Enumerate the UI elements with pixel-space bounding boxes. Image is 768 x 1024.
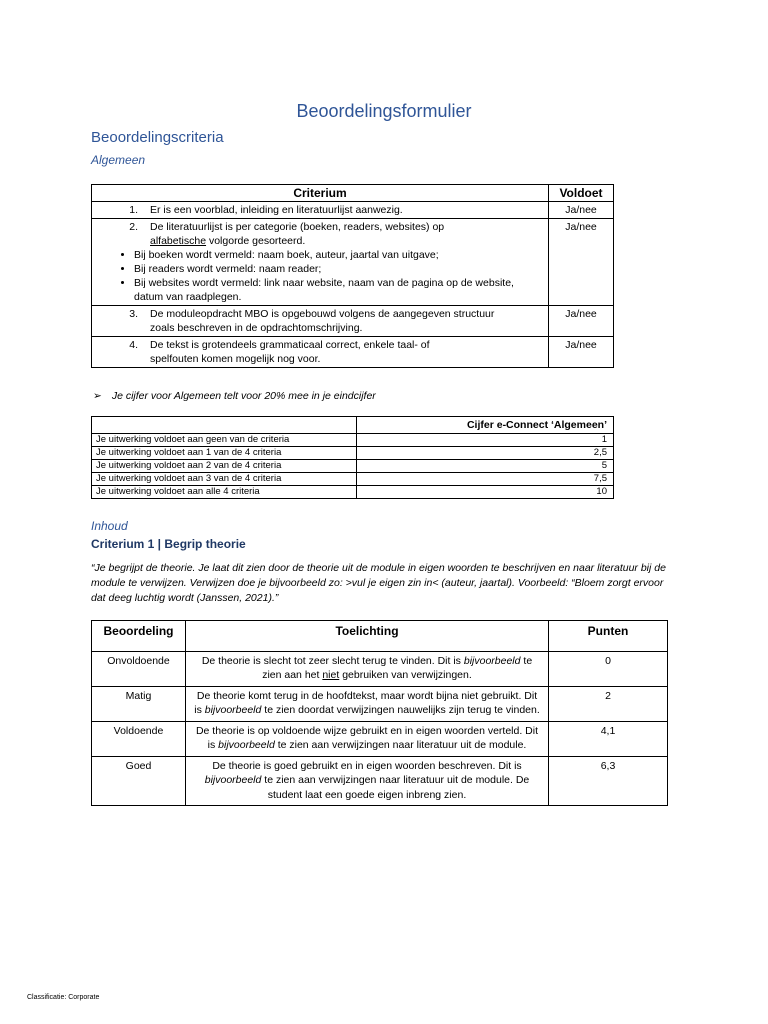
table-row — [92, 306, 614, 337]
criterion-answer: Ja/nee — [549, 202, 614, 219]
row-number: 4. — [92, 337, 147, 368]
criterion-bullets — [116, 248, 544, 304]
rubric-points: 2 — [549, 686, 668, 721]
table-row — [92, 651, 668, 686]
section-general-heading: Algemeen — [91, 153, 146, 167]
criterion-line: De tekst is grotendeels grammaticaal correct, enkele taal- of — [150, 339, 430, 351]
rubric-points: 4,1 — [549, 721, 668, 756]
criterion-line: De moduleopdracht MBO is opgebouwd volgens de aangegeven structuur — [150, 308, 495, 320]
italic-text: bijvoorbeeld — [218, 739, 275, 751]
rubric-explanation — [186, 686, 549, 721]
rubric-explanation — [186, 651, 549, 686]
rubric-header-explanation: Toelichting — [186, 621, 549, 652]
criterion-text — [146, 337, 549, 368]
criterion-text — [134, 219, 549, 306]
row-number: 1. — [92, 202, 147, 219]
rubric-points: 6,3 — [549, 756, 668, 806]
text: te zien doordat verwijzingen nauwelijks zijn terug te vinden. — [261, 704, 540, 716]
rubric-points: 0 — [549, 651, 668, 686]
score-label: Je uitwerking voldoet aan 3 van de 4 criteria — [92, 473, 357, 486]
italic-text: bijvoorbeeld — [463, 654, 521, 667]
rubric-grade: Goed — [92, 756, 186, 806]
rubric-header-grade: Beoordeling — [92, 621, 186, 652]
criterion-quote: “Je begrijpt de theorie. Je laat dit zien door de theorie uit de module in eigen woorden te beschrijven en naar literatuur bij de module te verwijzen. Verwijzen doe je bijvoorbeeld zo: >vul je eigen zin in< (auteur, jaartal). Voorbeeld: “Bloem zorgt ervoor dat deeg luchtig wordt (Janssen, 2021).” — [91, 562, 666, 604]
text: te zien aan het — [262, 654, 533, 681]
criteria-header: Criterium — [92, 185, 549, 202]
score-value: 1 — [357, 434, 614, 447]
document-title: Beoordelingsformulier — [296, 101, 472, 121]
criterion-line: De literatuurlijst is per categorie (boeken, readers, websites) op — [150, 221, 445, 233]
score-table — [91, 416, 614, 499]
text: De theorie is goed gebruikt en in eigen woorden beschreven. Dit is — [212, 759, 522, 772]
text: De theorie is op voldoende wijze gebruikt en in eigen woorden verteld. Dit is — [195, 724, 539, 751]
score-label: Je uitwerking voldoet aan 1 van de 4 criteria — [92, 447, 357, 460]
row-number: 2. — [92, 219, 147, 306]
rubric-table — [91, 620, 668, 806]
rubric-grade: Voldoende — [92, 721, 186, 756]
score-value: 2,5 — [357, 447, 614, 460]
table-row — [92, 447, 614, 460]
score-header: Cijfer e-Connect ‘Algemeen’ — [357, 417, 614, 434]
criterion-answer: Ja/nee — [549, 306, 614, 337]
table-row — [92, 460, 614, 473]
score-label: Je uitwerking voldoet aan 2 van de 4 criteria — [92, 460, 357, 473]
text: gebruiken van verwijzingen. — [339, 669, 472, 681]
underlined-text: niet — [322, 669, 340, 681]
table-row — [92, 721, 668, 756]
rubric-header-points: Punten — [549, 621, 668, 652]
criterion-line: zoals beschreven in de opdrachtomschrijving. — [150, 322, 363, 334]
text: te zien aan verwijzingen naar literatuur uit de module. De student laat een goede eigen inbreng zien. — [261, 774, 530, 801]
row-number: 3. — [92, 306, 147, 337]
table-row — [92, 337, 614, 368]
rubric-grade: Matig — [92, 686, 186, 721]
voldoet-header: Voldoet — [549, 185, 614, 202]
weight-note — [93, 390, 376, 402]
list-item: • Bij readers wordt vermeld: naam reader; — [134, 262, 544, 276]
score-label: Je uitwerking voldoet aan geen van de criteria — [92, 434, 357, 447]
score-value: 10 — [357, 486, 614, 499]
score-label: Je uitwerking voldoet aan alle 4 criteria — [92, 486, 357, 499]
rubric-explanation — [186, 721, 549, 756]
classification-footer: Classificatie: Corporate — [27, 994, 100, 1001]
section-heading: Beoordelingscriteria — [91, 129, 224, 146]
score-value: 7,5 — [357, 473, 614, 486]
score-value: 5 — [357, 460, 614, 473]
text: te zien aan verwijzingen naar literatuur uit de module. — [274, 739, 527, 751]
criterion-answer: Ja/nee — [549, 219, 614, 306]
table-row — [92, 434, 614, 447]
italic-text: bijvoorbeeld — [204, 704, 262, 716]
criterion-underlined: alfabetische — [150, 235, 207, 247]
rubric-explanation — [186, 756, 549, 806]
table-row — [92, 486, 614, 499]
italic-text: bijvoorbeeld — [204, 774, 262, 786]
section-content-heading: Inhoud — [91, 519, 128, 533]
list-item: • Bij websites wordt vermeld: link naar website, naam van de pagina op de website, datum van raadplegen. — [134, 276, 544, 304]
criterion-text: Er is een voorblad, inleiding en literatuurlijst aanwezig. — [146, 202, 549, 219]
text: De theorie is slecht tot zeer slecht terug te vinden. Dit is — [201, 654, 464, 667]
note-text: Je cijfer voor Algemeen telt voor 20% mee in je eindcijfer — [111, 390, 376, 402]
criterion-text — [146, 306, 549, 337]
table-row — [92, 686, 668, 721]
table-row — [92, 219, 614, 306]
text: De theorie komt terug in de hoofdtekst, maar wordt bijna niet gebruikt. Dit is — [194, 689, 538, 716]
table-row — [92, 473, 614, 486]
criteria-table — [91, 184, 614, 368]
criterion-answer: Ja/nee — [549, 337, 614, 368]
rubric-grade: Onvoldoende — [92, 651, 186, 686]
table-row — [92, 202, 614, 219]
criterion-title: Criterium 1 | Begrip theorie — [91, 537, 246, 551]
criterion-line: volgorde gesorteerd. — [206, 235, 306, 247]
criterion-line: spelfouten komen mogelijk nog voor. — [150, 353, 321, 365]
score-header-empty — [92, 417, 357, 434]
list-item: • Bij boeken wordt vermeld: naam boek, auteur, jaartal van uitgave; — [134, 248, 544, 262]
table-row — [92, 756, 668, 806]
arrow-bullet-icon: ➢ — [93, 390, 102, 402]
